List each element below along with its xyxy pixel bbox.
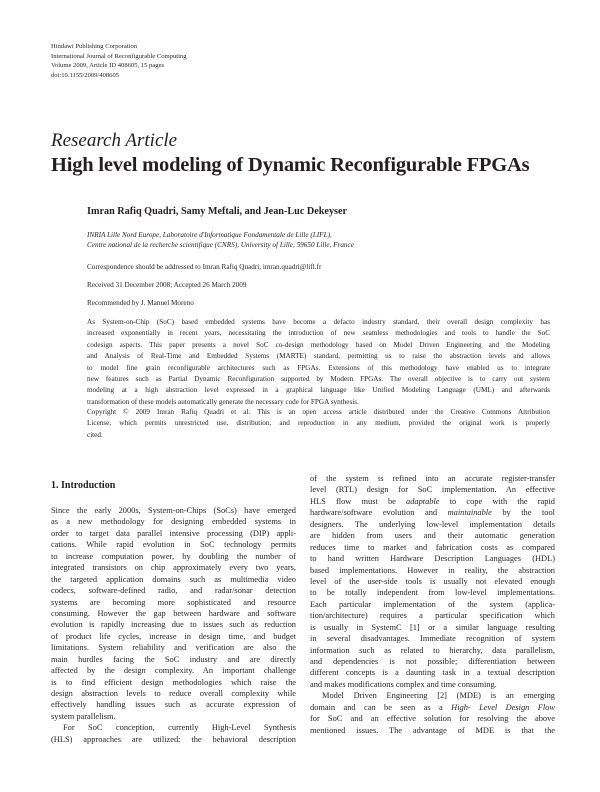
body-line: mentioned issues. The advantage of MDE is that the [310,725,555,735]
body-line: is usually in SystemC [1] or a similar language resulting [310,622,555,632]
abstract-line: modeling at a high abstraction level expressed in a graphical language like Unified Modeling Language (UML) and afterwards [87,386,550,395]
body-line: as a new methodology for designing embedded systems in [51,517,296,527]
body-line: (HLS) approaches are utilized: the behavioral description [51,734,296,744]
body-line: affected by the design complexity. An important challenge [51,666,296,676]
body-line: For SoC conception, currently High-Level Synthesis [63,723,296,733]
body-line: Each particular implementation of the system (applica- [310,599,555,609]
body-line: of product life cycles, increase in design time, and budget [51,631,296,641]
body-line: effectively handling issues such as accurate expression of [51,700,296,710]
body-line: limitations. System reliability and verification are also the [51,643,296,653]
received-dates: Received 31 December 2008; Accepted 26 March 2009 [87,281,247,289]
abstract [87,317,550,408]
abstract-line: codesign aspects. This paper presents a novel SoC co-design methodology based on Model Driven Engineering and the Modeling [87,340,550,349]
doi: doi:10.1155/2009/408605 [51,71,120,79]
body-line: in several disadvantages. Immediate recognition of system [310,634,555,644]
body-line: Since the early 2000s, System-on-Chips (SoCs) have emerged [51,506,296,515]
journal-header [51,42,187,80]
emphasis-adaptable: adaptable [406,496,440,506]
emphasis-high-level-design-flow: High- Level Design Flow [451,702,555,712]
body-line: cations. While rapid evolution in SoC technology permits [51,540,296,550]
body-line [310,496,555,507]
text-run: HLS flow must be [310,496,407,506]
body-line: integrated transistors on chip approximately every two years, [51,563,296,573]
publisher: Hindawi Publishing Corporation [51,43,138,50]
abstract-line: increased exponentially in recent years, necessitating the introduction of new seamless methodologies and tools to handle the SoC [87,329,550,338]
body-line: for SoC and an effective solution for resolving the above [310,714,555,724]
body-line: level (RTL) design for SoC implementation. An effective [310,485,555,495]
abstract-line: As System-on-Chip (SoC) based embedded systems have become a defacto industry standard, their overall design complexity has [87,318,550,326]
body-line: based implementations. However in reality, the abstraction [310,565,555,575]
article-type: Research Article [51,130,178,151]
body-line: to be totally independent from low-level implementations. [310,588,555,598]
body-line: information such as related to hierarchy, data parallelism, [310,645,555,655]
body-line: reduces time to market and fabrication costs as compared [310,542,555,552]
body-line: consuming. However the gap between hardware and software [51,608,296,618]
authors: Imran Rafiq Quadri, Samy Meftali, and Jean-Luc Dekeyser [87,206,348,217]
body-line: tion/architecture) requires a particular specification which [310,611,555,621]
body-line: systems are becoming more sophisticated and resource [51,597,296,607]
body-line: Model Driven Engineering [2] (MDE) is an emerging [322,691,555,701]
abstract-line: new features such as Partial Dynamic Reconfiguration supported by Modern FPGAs. The overall objective is to carry out system [87,374,550,383]
affiliation [87,230,354,250]
volume-info: Volume 2009, Article ID 408605, 15 pages [51,62,165,70]
body-line: main hurdles facing the SoC industry and are directly [51,654,296,664]
body-line [310,507,555,518]
abstract-line: to model fine grain reconfigurable architectures such as FPGAs. Extensions of this methodology have enabled us to integrate [87,363,550,372]
body-line: design abstraction levels to reduce overall complexity while [51,689,296,698]
journal-name: International Journal of Reconfigurable Computing [51,52,187,60]
section-heading: 1. Introduction [51,480,116,491]
text-run: to cope with the rapid [439,496,555,506]
body-line: the targeted application domains such as multimedia video [51,574,296,584]
body-line: and dependencies is not possible; differentiation between [310,657,555,666]
body-line: are hidden from users and their automatic generation [310,531,555,541]
abstract-line: transformation of these models automatically generate the necessary code for FPGA synthesis. [87,397,359,406]
copyright-line: License, which permits unrestricted use, distribution, and reproduction in any medium, provided the original work is properly [87,419,550,428]
body-line: to hand written Hardware Description Languages (HDL) [310,554,555,564]
copyright-line: cited. [87,430,103,439]
text-run: domain and can be seen as a [310,702,452,712]
correspondence: Correspondence should be addressed to Imran Rafiq Quadri, imran.quadri@lifl.fr [87,263,322,271]
paper-title: High level modeling of Dynamic Reconfigurable FPGAs [51,154,530,176]
copyright-line: Copyright © 2009 Imran Rafiq Quadri et al. This is an open access article distributed under the Creative Commons Attribution [87,408,550,416]
body-line [310,702,555,713]
body-line: and makes modifications complex and time consuming. [310,679,497,689]
body-line: order to target data parallel intensive processing (DIP) appli- [51,528,296,538]
body-line: evolution is rapidly increasing due to issues such as reduction [51,620,296,630]
body-line: level of the user-side tools is usually not elevated enough [310,576,555,586]
abstract-line: and Analysis of Real-Time and Embedded Systems (MARTE) standard, permitting us to raise the abstraction levels and allows [87,352,550,361]
affiliation-line: INRIA Lille Nord Europe, Laboratoire d'Informatique Fondamentale de Lille (LIFL), [87,231,332,239]
affiliation-line: Centre national de la recherche scientifique (CNRS), University of Lille, 59650 Lille, France [87,241,354,249]
body-line: is to find efficient design methodologies which raise the [51,677,296,687]
body-line: codecs, software-defined radio, and radar/sonar detection [51,586,296,596]
body-line: to increase computation power, by doubling the number of [51,551,296,561]
body-column-right [310,473,555,736]
body-column-left [51,505,296,745]
body-line: system parallelism. [51,711,116,721]
body-line: different concepts is a daunting task in a textual description [310,668,555,678]
copyright-notice [87,407,550,441]
text-run: hardware/software evolution and [310,508,448,518]
text-run: by the tool [491,508,556,518]
body-line: designers. The underlying low-level implementation details [310,519,555,529]
emphasis-maintainable: maintainable [447,508,492,518]
recommended-by: Recommended by J. Manuel Moreno [87,299,194,307]
body-line: of the system is refined into an accurate register-transfer [310,474,555,483]
